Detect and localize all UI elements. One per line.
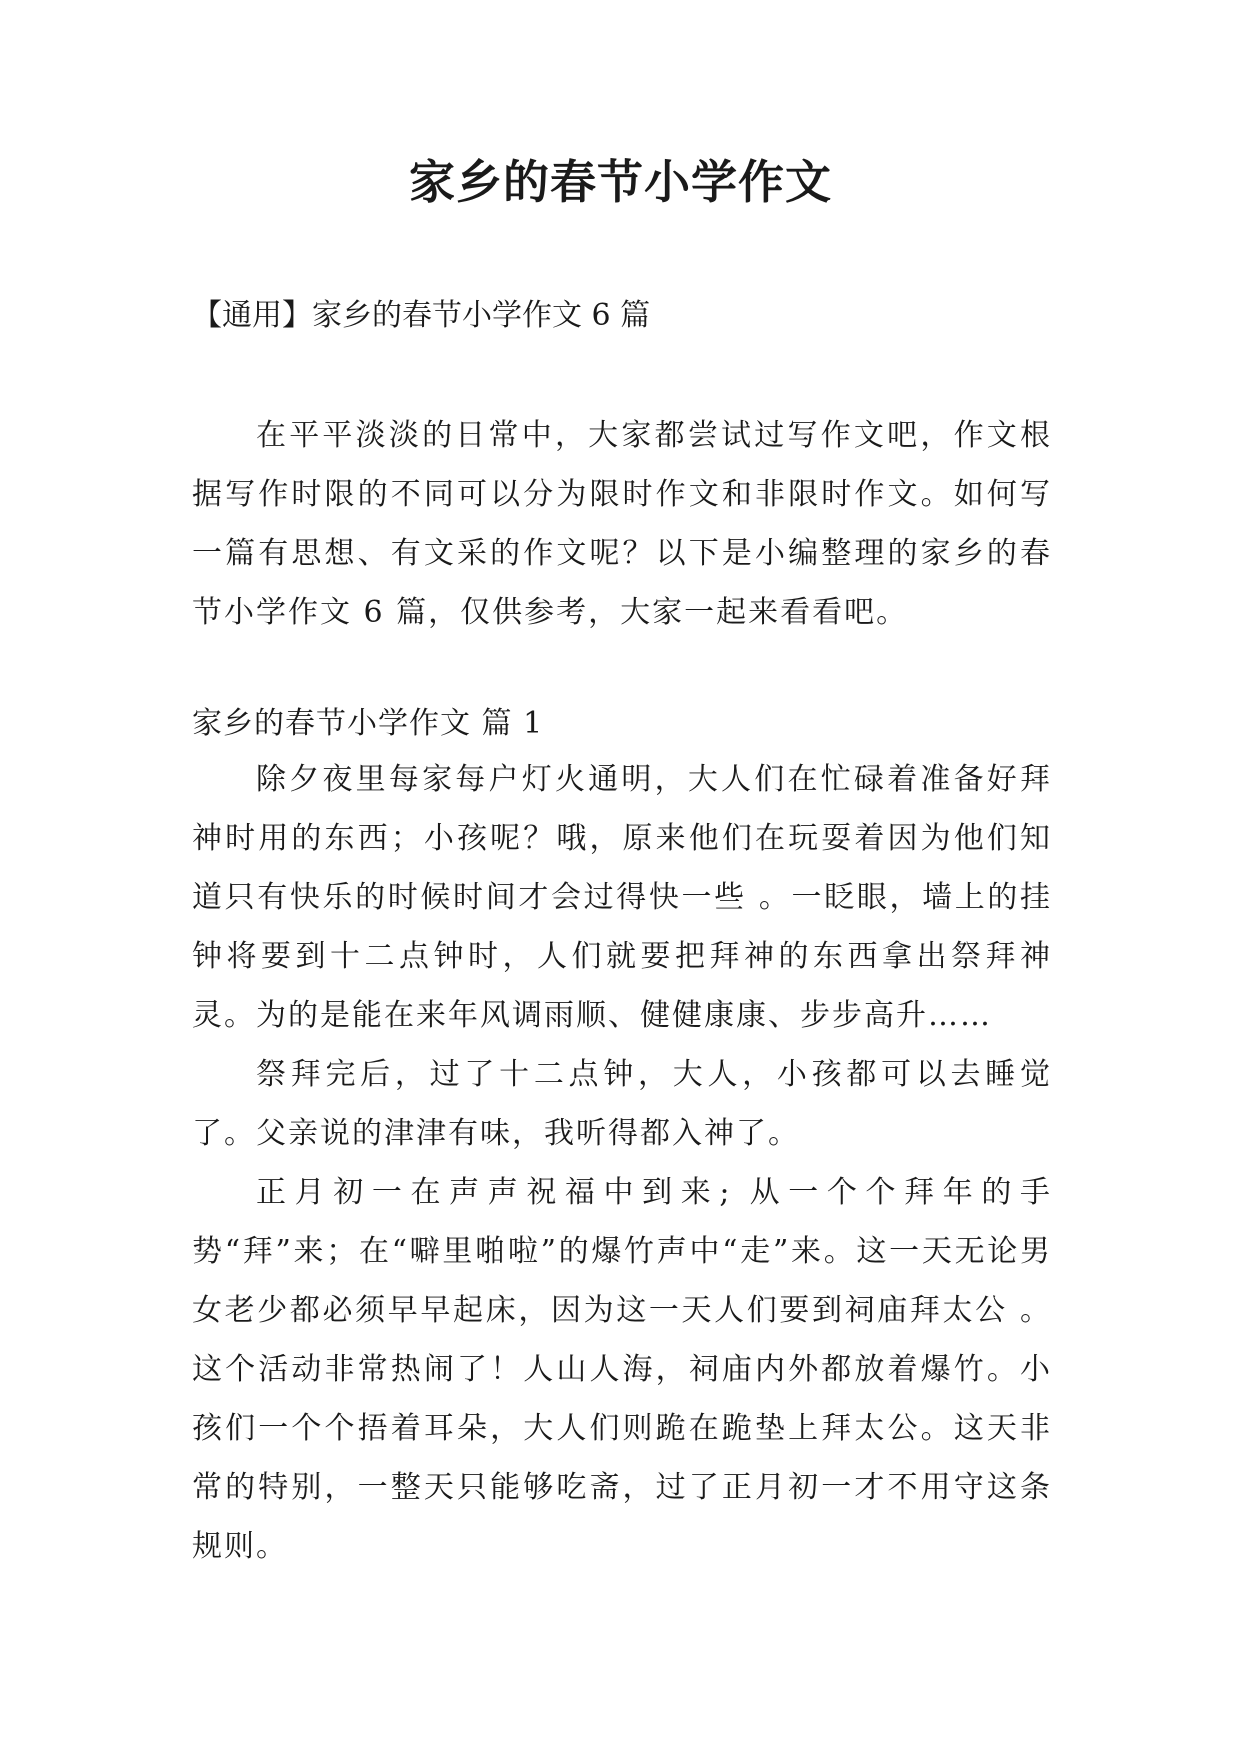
document-subtitle: 【通用】家乡的春节小学作文 6 篇 bbox=[192, 298, 651, 333]
document-title: 家乡的春节小学作文 bbox=[409, 155, 832, 209]
body-paragraph: 祭拜完后，过了十二点钟，大人，小孩都可以去睡觉了。 bbox=[192, 1057, 1052, 1151]
body-paragraph: 除夕夜里每家每户灯火通明，大人们在忙碌着准备好拜神时用的东西；小孩呢？哦，原来他们在玩耍着因为他们知道只有快乐的时候时间才会过得快一些 。一眨眼，墙上的挂钟将要到十二点钟时，人们就要把拜神的东西拿出祭拜神灵。为的是能在来年风调雨顺、健健康康、步步高升…… bbox=[192, 762, 1052, 1033]
body-paragraph: 正月初一在声声祝福中到来; 从一个个拜年的手势“拜”来；在“噼里啪啦”的爆竹声中“走”来。这一天无论男女老少都必须早早起床，因为这一天人们要到祠庙拜太公 。这个活动非常热闹了！人山人海，祠庙内外都放着爆竹。小孩们一个个捂着耳朵，大人们则跪在跪垫上拜太公。这天非常的特别，一整天只能够吃斋，过了正月初一才不用守这条规则。 bbox=[192, 1175, 1052, 1564]
section-heading: 家乡的春节小学作文 篇 1 bbox=[192, 706, 544, 741]
body-paragraph: 父亲说的津津有味，我听得都入神了。 bbox=[256, 1116, 800, 1151]
intro-paragraph: 在平平淡淡的日常中，大家都尝试过写作文吧，作文根据写作时限的不同可以分为限时作文和非限时作文。如何写一篇有思想、有文采的作文呢？以下是小编整理的家乡的春节小学作文 6 篇，仅供参考，大家一起来看看吧。 bbox=[192, 418, 1052, 630]
